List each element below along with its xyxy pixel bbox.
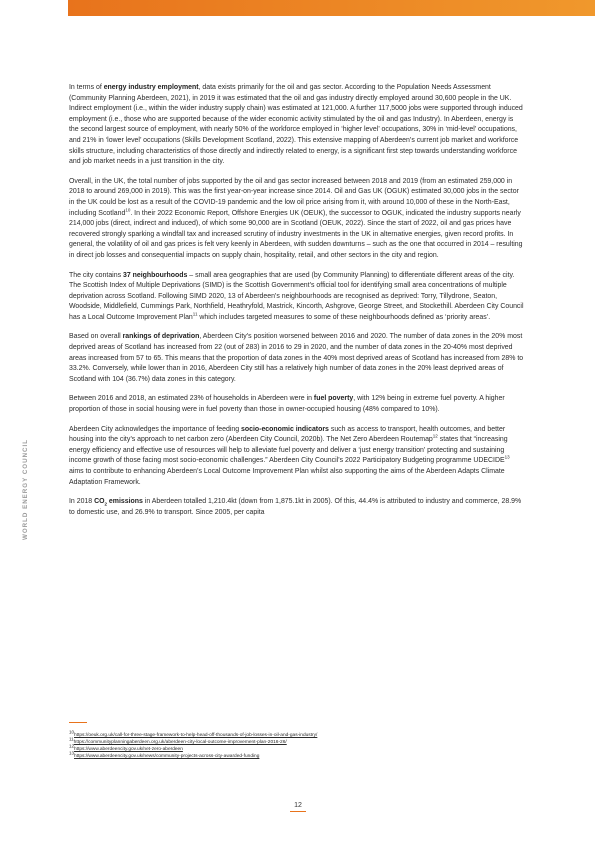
footnote-item: [69, 736, 524, 749]
text-span: , data exists primarily for the oil and gas sector. According to the Population Needs Assessment (Community Planning Aberdeen, 2021), in 2019 it was estimated that the oil and gas industry directly employed around 30,600 people in the UK. Indirect employment (i.e., within the wider industry supply chain) was estimated at 121,000. A further 117,5000 jobs were supported through induced employment (i.e., those who are supported because of the wider economic activity stimulated by the oil and gas Industry). In Aberdeen, energy is the second largest source of employment, with nearly 50% of the workforce employed in ‘higher level’ occupations, 30% in ‘mid-level’ occupations, and 21% in ‘lower level’ occupations (Skills Development Scotland, 2022). This extensive mapping of Aberdeen’s current job market and workforce skills structure, including characteristics of those directly and indirectly related to energy, is a significant first step towards understanding workforce and job market needs in a just transition in the city.: [69, 84, 523, 166]
footnote-divider: [69, 722, 87, 723]
paragraph-deprivation: [69, 332, 524, 385]
footnote-ref: 10: [125, 207, 131, 213]
footnote-link[interactable]: https://www.aberdeencity.gov.uk/net-zero-aberdeen: [74, 747, 183, 752]
paragraph-co2: [69, 497, 524, 518]
text-span: . In their 2022 Economic Report, Offshore Energies UK (OEUK), the successor to OGUK, indicated the industry supports nearly 214,000 jobs (direct, indirect and induced), of which some 90,000 are in Scotland (OEUK, 2022). Since the start of 2022, oil and gas prices have recovered strongly sparking a windfall tax and increased scrutiny of industry investments in the UK in alternative energies, given record profits. In general, the volatility of oil and gas prices is felt very keenly in Aberdeen, with sudden downturns – such as the one that occurred in 2014 – resulting in direct job losses and consequential impacts on supply chain, hospitality, retail, and other sectors in the city and region.: [69, 209, 523, 259]
footnote-number: 10: [69, 729, 75, 735]
text-span: Between 2016 and 2018, an estimated 23% of households in Aberdeen were in: [69, 395, 314, 403]
text-span: in Aberdeen totalled 1,210.4kt (down from 1,875.1kt in 2005). Of this, 44.4% is attributed to industry and commerce, 28.9% to domestic use, and 26.9% to transport. Since 2005, per capita: [69, 498, 522, 516]
text-span: In 2018: [69, 498, 95, 506]
text-span: Aberdeen City acknowledges the importance of feeding: [69, 425, 242, 433]
side-label: WORLD ENERGY COUNCIL: [22, 438, 29, 540]
footnote-ref: 12: [432, 433, 438, 439]
text-span: Overall, in the UK, the total number of jobs supported by the oil and gas sector increased between 2018 and 2019 (from an estimated 259,000 in 2018 to around 269,000 in 2019). This was the first year-on-year increase since 2014. Oil and Gas UK (OGUK) estimated 30,000 jobs in the sector in the UK could be lost as a result of the COVID-19 pandemic and the low oil price arising from it, with around 10,000 of these in the North-East, including Scotland: [69, 177, 519, 217]
footnotes: [69, 729, 524, 760]
text-span: , Aberdeen City’s position worsened between 2016 and 2020. The number of data zones in the 20% most deprived areas of Scotland has increased from 22 (out of 283) in 2016 to 29 in 2020, and the number of data zones in the 20-40% most deprived areas increased from 57 to 65. This means that the proportion of data zones in the 40% most deprived areas of Scotland has increased from 28% to 33.2%. Conversely, while lower than in 2016, Aberdeen City still has a relatively high number of data zones in the 20% least deprived areas of Scotland with 104 (36.7%) data zones in this category.: [69, 333, 524, 383]
footnote-ref: 11: [192, 311, 198, 317]
paragraph-neighbourhoods: [69, 271, 524, 324]
paragraph-uk-jobs: [69, 177, 524, 262]
bold-term: rankings of deprivation: [122, 333, 200, 341]
paragraph-fuel-poverty: [69, 394, 524, 415]
text-span: states that “increasing energy efficiency and effective use of resources will help to alleviate fuel poverty and deliver a ‘just energy transition’ protecting and sustaining income growth of those facing most socio-economic challenges.” Aberdeen City Council’s 2022 Participatory Budgeting programme UDECIDE: [69, 436, 508, 465]
text-span: emissions: [107, 498, 143, 506]
text-span: aims to contribute to enhancing Aberdeen’s Local Outcome Improvement Plan whilst also supporting the aims of the Aberdeen Adapts Climate Adaptation Framework.: [69, 468, 505, 486]
footnote-ref: 13: [504, 455, 510, 461]
main-content: [69, 83, 524, 527]
text-span: – small area geographies that are used (by Community Planning) to differentiate different areas of the city. The Scottish Index of Multiple Deprivations (SIMD) is the Scottish Government’s official tool for identifying small area concentrations of multiple deprivation across Scotland. Following SIMD 2020, 13 of Aberdeen’s neighbourhoods are recognised as deprived: Torry, Tillydrone, Seaton, Woodside, Middlefield, Cummings Park, Northfield, Heathryfold, Mastrick, Kincorth, Ashgrove, George Street, and Stockethill. Aberdeen City Council has a Local Outcome Improvement Plan: [69, 271, 524, 321]
footnote-link[interactable]: https://www.aberdeencity.gov.uk/news/community-projects-across-city-awarded-funding: [74, 754, 260, 759]
footnote-link[interactable]: https://communityplanningaberdeen.org.uk/aberdeen-city-local-outcome-improvement-plan-2016-26/: [73, 740, 287, 745]
bold-term: [94, 498, 143, 505]
paragraph-socio-economic: [69, 425, 524, 489]
text-span: The city contains: [69, 271, 123, 279]
bold-term: socio-economic indicators: [241, 425, 329, 433]
text-span: which includes targeted measures to some of these neighbourhoods defined as ‘priority areas’.: [197, 313, 491, 321]
bold-term: 37 neighbourhoods: [122, 271, 188, 279]
footnote-item: [69, 750, 524, 760]
text-span: such as access to transport, health outcomes, and better housing into the city’s approach to net carbon zero (Aberdeen City Council, 2020b). The Net Zero Aberdeen Routemap: [69, 425, 506, 444]
footnote-item: [69, 743, 524, 756]
bold-term: energy industry employment: [103, 84, 199, 91]
bold-term: fuel poverty: [313, 395, 354, 403]
paragraph-employment: [69, 83, 524, 168]
footnote-number: 12: [69, 743, 75, 749]
subscript: 2: [104, 501, 107, 507]
footnote-number: 11: [69, 736, 74, 742]
text-span: , with 12% being in extreme fuel poverty. A higher proportion of those in social housing were in fuel poverty than those in owner-occupied housing (48% compared to 10%).: [69, 395, 505, 414]
footnote-item: [69, 729, 524, 742]
header-accent-bar: [68, 0, 595, 16]
text-span: Based on overall: [69, 333, 123, 341]
footnote-link[interactable]: https://oeuk.org.uk/call-for-three-stage-framework-to-help-head-off-thousands-of-job-losses-in-oil-and-gas-industry/: [74, 733, 318, 738]
text-span: In terms of: [69, 84, 104, 91]
page-number: 12: [290, 802, 306, 812]
footnote-number: 13: [69, 750, 75, 756]
text-span: CO: [94, 498, 105, 506]
